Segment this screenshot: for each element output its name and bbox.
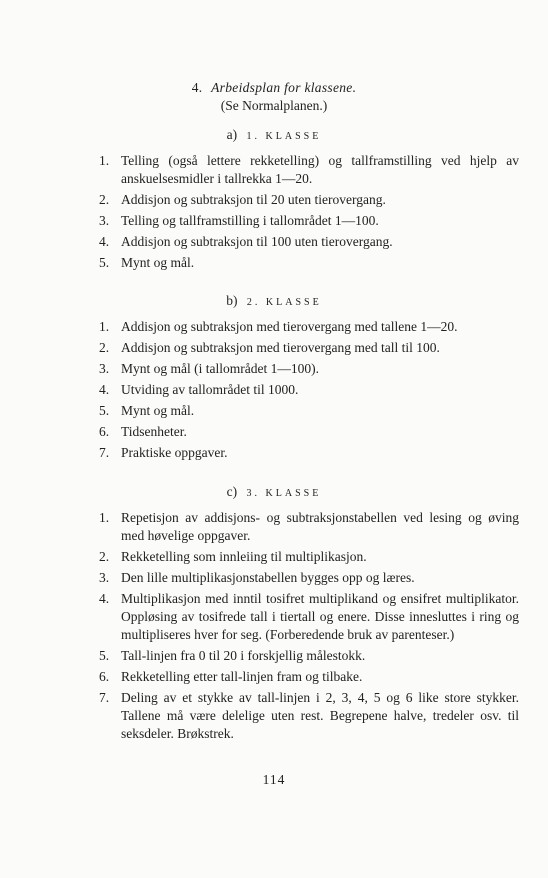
item-text: Rekketelling som innleiing til multiplikasjon. bbox=[121, 549, 367, 564]
item-text: Praktiske oppgaver. bbox=[121, 445, 228, 460]
list-item bbox=[99, 509, 519, 545]
list-item bbox=[99, 318, 519, 336]
item-number: 4. bbox=[99, 234, 110, 249]
section-heading-2 bbox=[0, 293, 548, 309]
list-item bbox=[99, 402, 519, 420]
list-item bbox=[99, 339, 519, 357]
item-number: 1. bbox=[99, 153, 110, 168]
item-text: Mynt og mål. bbox=[121, 255, 195, 270]
item-number: 5. bbox=[99, 648, 110, 663]
item-text: Mynt og mål. bbox=[121, 403, 195, 418]
list-item bbox=[99, 152, 519, 188]
section-list-2 bbox=[99, 318, 519, 462]
item-text: Telling og tallframstilling i tallområdet 1—100. bbox=[121, 213, 379, 228]
item-text: Repetisjon av addisjons- og subtraksjonstabellen ved lesing og øving med høvelige oppgaver. bbox=[121, 510, 519, 543]
item-text: Addisjon og subtraksjon med tierovergang med tallene 1—20. bbox=[121, 319, 458, 334]
item-number: 2. bbox=[99, 192, 110, 207]
item-text: Den lille multiplikasjonstabellen bygges opp og læres. bbox=[121, 570, 415, 585]
chapter-subtitle: (Se Normalplanen.) bbox=[220, 98, 328, 113]
list-item bbox=[99, 360, 519, 378]
list-item bbox=[99, 212, 519, 230]
item-number: 5. bbox=[99, 403, 110, 418]
section-heading-3 bbox=[0, 484, 548, 500]
section-label: b) bbox=[226, 293, 238, 308]
item-text: Mynt og mål (i tallområdet 1—100). bbox=[121, 361, 319, 376]
list-item bbox=[99, 548, 519, 566]
item-text: Rekketelling etter tall-linjen fram og tilbake. bbox=[121, 669, 363, 684]
item-number: 3. bbox=[99, 213, 110, 228]
section-class-name: 1. KLASSE bbox=[246, 131, 322, 142]
list-item bbox=[99, 191, 519, 209]
item-number: 4. bbox=[99, 591, 110, 606]
item-number: 7. bbox=[99, 690, 110, 705]
list-item bbox=[99, 444, 519, 462]
item-number: 2. bbox=[99, 549, 110, 564]
page-number: 114 bbox=[262, 772, 286, 787]
section-label: a) bbox=[226, 127, 238, 142]
chapter-number: 4. bbox=[191, 80, 203, 95]
item-text: Addisjon og subtraksjon til 20 uten tierovergang. bbox=[121, 192, 386, 207]
item-text: Tidsenheter. bbox=[121, 424, 187, 439]
item-number: 2. bbox=[99, 340, 110, 355]
list-item bbox=[99, 647, 519, 665]
item-text: Telling (også lettere rekketelling) og tallframstilling ved hjelp av anskuelsesmidler i tallrekka 1—20. bbox=[121, 153, 519, 186]
item-number: 1. bbox=[99, 319, 110, 334]
list-item bbox=[99, 423, 519, 441]
list-item bbox=[99, 254, 519, 272]
item-number: 6. bbox=[99, 424, 110, 439]
item-text: Tall-linjen fra 0 til 20 i forskjellig målestokk. bbox=[121, 648, 366, 663]
item-number: 6. bbox=[99, 669, 110, 684]
item-number: 1. bbox=[99, 510, 110, 525]
item-text: Multiplikasjon med inntil tosifret multiplikand og ensifret multiplikator. Oppløsing av tosifrede tall i tiertall og enere. Disse innesluttes i ring og multipliseres hver for seg. (Forberedende bruk av parenteser.) bbox=[121, 591, 519, 642]
item-number: 7. bbox=[99, 445, 110, 460]
section-class-name: 2. KLASSE bbox=[246, 297, 322, 308]
item-text: Addisjon og subtraksjon til 100 uten tierovergang. bbox=[121, 234, 393, 249]
chapter-title: Arbeidsplan for klassene. bbox=[211, 80, 357, 95]
item-number: 4. bbox=[99, 382, 110, 397]
list-item bbox=[99, 233, 519, 251]
list-item bbox=[99, 689, 519, 743]
list-item bbox=[99, 590, 519, 644]
chapter-heading bbox=[0, 80, 548, 96]
section-list-3 bbox=[99, 509, 519, 743]
item-text: Deling av et stykke av tall-linjen i 2, 3, 4, 5 og 6 like store stykker. Tallene må være delelige uten rest. Begrepene halve, tredeler osv. til seksdeler. Brøkstrek. bbox=[121, 690, 519, 741]
item-number: 5. bbox=[99, 255, 110, 270]
item-number: 3. bbox=[99, 361, 110, 376]
item-text: Utviding av tallområdet til 1000. bbox=[121, 382, 299, 397]
item-number: 3. bbox=[99, 570, 110, 585]
section-heading-1 bbox=[0, 127, 548, 143]
list-item bbox=[99, 381, 519, 399]
section-label: c) bbox=[226, 484, 238, 499]
list-item bbox=[99, 668, 519, 686]
section-class-name: 3. KLASSE bbox=[246, 488, 322, 499]
list-item bbox=[99, 569, 519, 587]
item-text: Addisjon og subtraksjon med tierovergang med tall til 100. bbox=[121, 340, 440, 355]
section-list-1 bbox=[99, 152, 519, 272]
